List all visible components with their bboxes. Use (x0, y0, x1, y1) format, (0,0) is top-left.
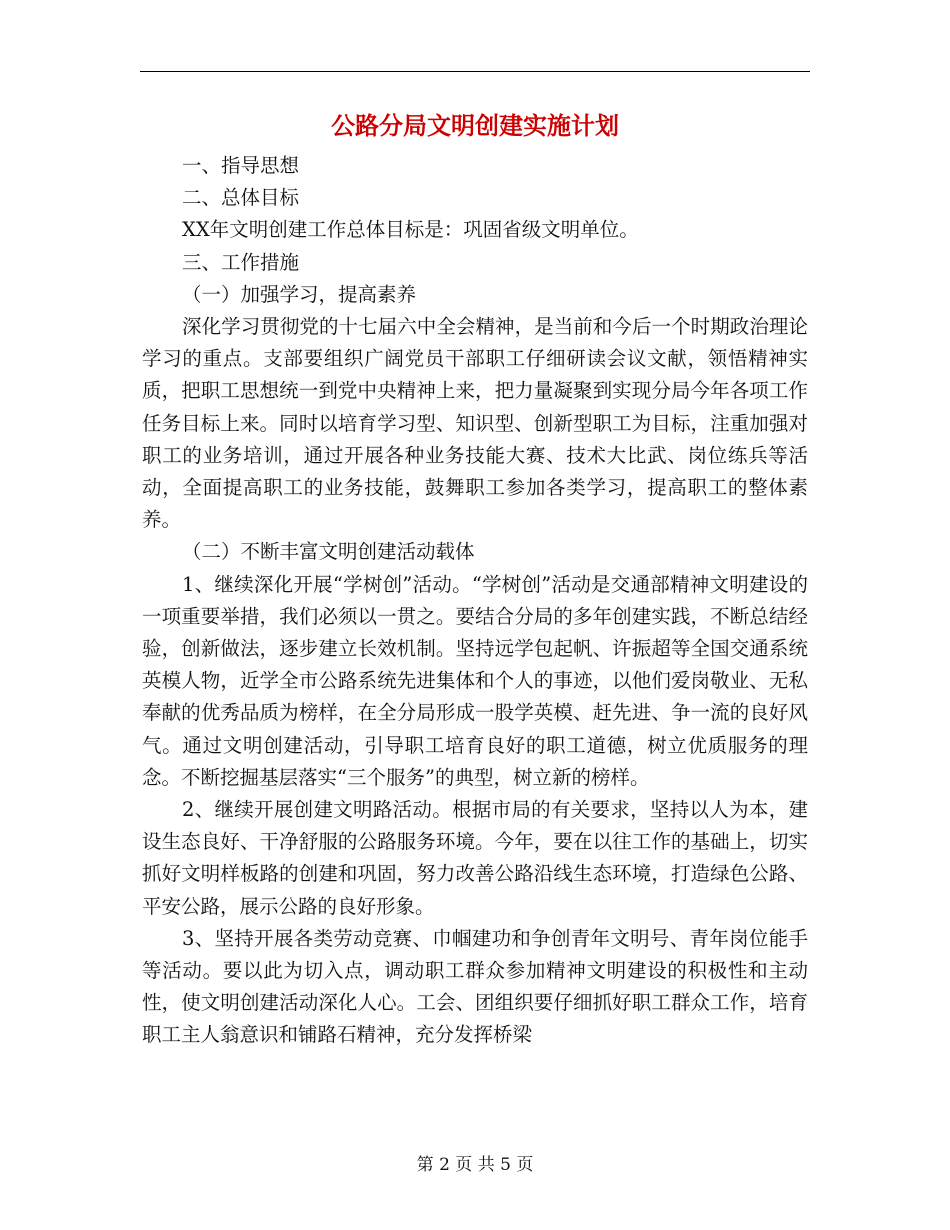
paragraph-item-2: 2、继续开展创建文明路活动。根据市局的有关要求，坚持以人为本，建设生态良好、干净舒服的公路服务环境。今年，要在以往工作的基础上，切实抓好文明样板路的创建和巩固，努力改善公路沿线生态环境，打造绿色公路、平安公路，展示公路的良好形象。 (142, 798, 808, 918)
subsection-heading-learning: （一）加强学习，提高素养 (182, 282, 417, 306)
document-body (142, 150, 808, 1052)
subsection-heading-activities: （二）不断丰富文明创建活动载体 (182, 540, 475, 564)
section-heading-overall-goal: 二、总体目标 (182, 186, 300, 210)
document-title: 公路分局文明创建实施计划 (331, 111, 619, 140)
section-heading-guiding-thought: 一、指导思想 (182, 154, 300, 177)
page-number: 第 2 页 共 5 页 (416, 1155, 534, 1175)
paragraph-overall-goal: XX年文明创建工作总体目标是：巩固省级文明单位。 (182, 218, 639, 242)
section-heading-work-measures: 三、工作措施 (182, 250, 300, 274)
header-rule (140, 71, 810, 72)
paragraph-item-3: 3、坚持开展各类劳动竞赛、巾帼建功和争创青年文明号、青年岗位能手等活动。要以此为切入点，调动职工群众参加精神文明建设的积极性和主动性，使文明创建活动深化人心。工会、团组织要仔细抓好职工群众工作，培育职工主人翁意识和铺路石精神，充分发挥桥梁 (142, 926, 808, 1047)
paragraph-learning: 深化学习贯彻党的十七届六中全会精神，是当前和今后一个时期政治理论学习的重点。支部要组织广阔党员干部职工仔细研读会议文献，领悟精神实质，把职工思想统一到党中央精神上来，把力量凝聚到实现分局今年各项工作任务目标上来。同时以培育学习型、知识型、创新型职工为目标，注重加强对职工的业务培训，通过开展各种业务技能大赛、技术大比武、岗位练兵等活动，全面提高职工的业务技能，鼓舞职工参加各类学习，提高职工的整体素养。 (142, 315, 808, 532)
paragraph-item-1: 1、继续深化开展“学树创”活动。“学树创”活动是交通部精神文明建设的一项重要举措，我们必须以一贯之。要结合分局的多年创建实践，不断总结经验，创新做法，逐步建立长效机制。坚持远学包起帆、许振超等全国交通系统英模人物，近学全市公路系统先进集体和个人的事迹，以他们爱岗敬业、无私奉献的优秀品质为榜样，在全分局形成一股学英模、赶先进、争一流的良好风气。通过文明创建活动，引导职工培育良好的职工道德，树立优质服务的理念。不断挖掘基层落实“三个服务”的典型，树立新的榜样。 (142, 572, 808, 789)
